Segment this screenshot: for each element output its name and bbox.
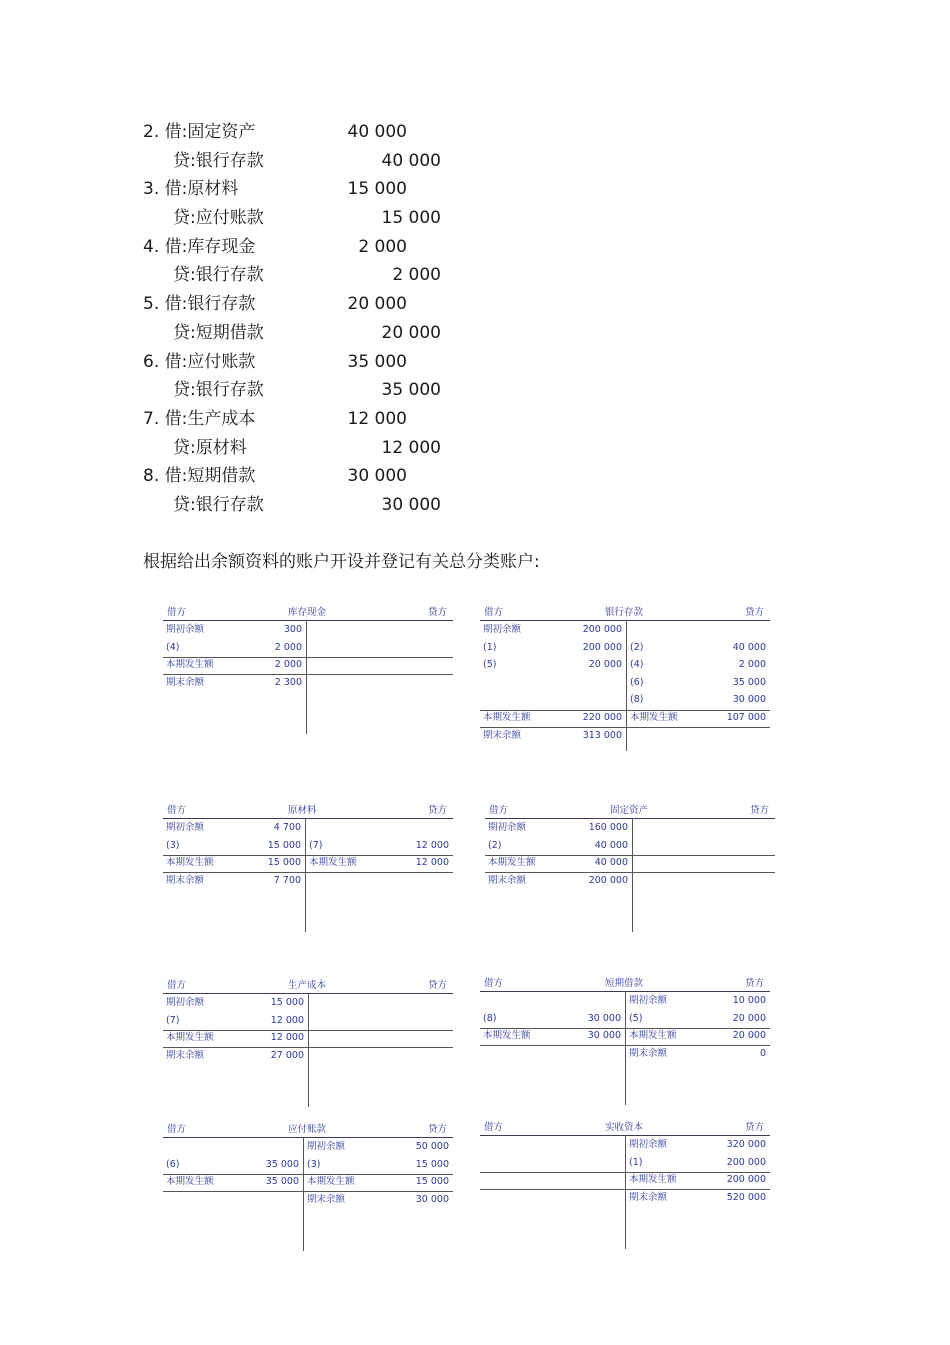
- total-rule: [163, 872, 453, 873]
- debit-entry-amount: 27 000: [270, 1049, 304, 1061]
- entry-amount: 35 000: [347, 351, 407, 372]
- debit-entry-amount: 160 000: [588, 822, 628, 833]
- entry-amount: 2 000: [358, 236, 407, 257]
- entry-amount: 35 000: [381, 380, 441, 401]
- entry-account: 贷:银行存款: [173, 380, 264, 401]
- entry-amount: 40 000: [347, 122, 407, 142]
- entry-account: 5. 借:银行存款: [143, 294, 256, 315]
- debit-entry-amount: 15 000: [270, 997, 304, 1008]
- credit-entry-label: 期末余额: [629, 1047, 668, 1059]
- entry-amount: 20 000: [347, 294, 407, 315]
- entry-amount: 20 000: [381, 322, 441, 343]
- credit-entry-label: 期初余额: [307, 1141, 346, 1152]
- debit-entry-label: (1): [483, 641, 497, 653]
- credit-entry-amount: 20 000: [732, 1012, 766, 1024]
- credit-entry-amount: 107 000: [726, 712, 766, 723]
- entry-account: 2. 借:固定资产: [143, 122, 256, 142]
- entry-account: 3. 借:原材料: [143, 179, 239, 200]
- debit-entry-label: 本期发生额: [166, 1032, 214, 1044]
- credit-entry-amount: 0: [759, 1047, 766, 1059]
- t-account: [480, 1119, 770, 1279]
- t-account: [163, 1121, 453, 1281]
- t-account: [163, 802, 453, 962]
- debit-entry-label: 期初余额: [166, 822, 205, 833]
- account-title: 固定资产: [610, 805, 649, 816]
- t-account: [485, 802, 775, 962]
- debit-entry-label: 本期发生额: [166, 1176, 214, 1188]
- debit-entry-label: 本期发生额: [166, 857, 214, 869]
- credit-entry-label: (2): [630, 641, 644, 653]
- credit-entry-label: (3): [307, 1158, 321, 1170]
- debit-entry-label: (2): [488, 839, 502, 851]
- entry-amount: 15 000: [381, 208, 441, 229]
- debit-entry-amount: 300: [283, 624, 302, 635]
- debit-entry-label: 期末余额: [166, 1049, 205, 1061]
- debit-entry-label: (4): [166, 641, 180, 653]
- entry-account: 贷:应付账款: [173, 208, 264, 229]
- account-title: 库存现金: [288, 607, 327, 618]
- debit-entry-label: 本期发生额: [483, 1030, 531, 1042]
- debit-entry-amount: 30 000: [587, 1012, 621, 1024]
- total-rule: [163, 1047, 453, 1048]
- credit-entry-label: 期初余额: [629, 1139, 668, 1150]
- entry-amount: 40 000: [381, 150, 441, 171]
- debit-entry-label: 本期发生额: [166, 659, 214, 671]
- entry-amount: 30 000: [347, 466, 407, 487]
- debit-header: 借方: [484, 1122, 504, 1133]
- debit-entry-label: 期末余额: [483, 729, 522, 741]
- debit-entry-amount: 15 000: [267, 839, 301, 851]
- total-rule: [163, 1191, 453, 1192]
- debit-header: 借方: [489, 805, 509, 816]
- header-rule: [480, 620, 770, 621]
- credit-entry-label: 本期发生额: [630, 712, 678, 723]
- credit-header: 贷方: [427, 1124, 447, 1135]
- credit-entry-label: 本期发生额: [307, 1176, 355, 1188]
- account-title: 实收资本: [605, 1122, 644, 1133]
- total-rule: [163, 1174, 453, 1175]
- credit-entry-amount: 15 000: [415, 1158, 449, 1170]
- debit-header: 借方: [167, 980, 187, 991]
- t-divider: [306, 620, 307, 734]
- debit-entry-amount: 200 000: [582, 624, 622, 635]
- entry-amount: 2 000: [392, 265, 441, 286]
- credit-entry-label: (6): [630, 676, 644, 688]
- credit-header: 贷方: [744, 607, 764, 618]
- header-rule: [163, 818, 453, 819]
- debit-header: 借方: [484, 978, 504, 989]
- total-rule: [480, 1045, 770, 1046]
- credit-entry-amount: 15 000: [415, 1176, 449, 1188]
- entry-account: 6. 借:应付账款: [143, 351, 256, 372]
- debit-header: 借方: [167, 805, 187, 816]
- debit-header: 借方: [484, 607, 504, 618]
- debit-entry-amount: 35 000: [265, 1158, 299, 1170]
- entry-account: 贷:原材料: [173, 437, 247, 458]
- entry-account: 贷:短期借款: [173, 322, 264, 343]
- credit-entry-amount: 35 000: [732, 676, 766, 688]
- credit-entry-label: 期末余额: [307, 1193, 346, 1205]
- credit-header: 贷方: [427, 805, 447, 816]
- debit-entry-amount: 20 000: [588, 659, 622, 671]
- credit-entry-label: 期末余额: [629, 1191, 668, 1203]
- debit-entry-amount: 40 000: [594, 857, 628, 869]
- credit-entry-label: (4): [630, 659, 644, 671]
- entry-amount: 12 000: [347, 408, 407, 429]
- credit-entry-amount: 520 000: [726, 1191, 766, 1203]
- debit-entry-amount: 200 000: [582, 641, 622, 653]
- account-title: 原材料: [288, 805, 317, 816]
- debit-entry-amount: 15 000: [267, 857, 301, 869]
- credit-entry-amount: 200 000: [726, 1156, 766, 1168]
- entry-account: 8. 借:短期借款: [143, 466, 256, 487]
- debit-entry-label: 本期发生额: [483, 712, 531, 723]
- total-rule: [163, 855, 453, 856]
- total-rule: [480, 710, 770, 711]
- debit-entry-amount: 35 000: [265, 1176, 299, 1188]
- intro-text: 根据给出余额资料的账户开设并登记有关总分类账户:: [143, 552, 540, 572]
- credit-entry-amount: 30 000: [415, 1193, 449, 1205]
- t-account: [480, 975, 770, 1135]
- header-rule: [163, 620, 453, 621]
- credit-header: 贷方: [427, 607, 447, 618]
- debit-entry-label: 期初余额: [166, 997, 205, 1008]
- credit-entry-amount: 200 000: [726, 1174, 766, 1186]
- t-divider: [303, 1137, 304, 1251]
- total-rule: [163, 1030, 453, 1031]
- debit-entry-amount: 2 300: [274, 676, 302, 688]
- debit-entry-label: 期末余额: [488, 874, 527, 886]
- debit-entry-label: (5): [483, 659, 497, 671]
- credit-entry-amount: 30 000: [732, 694, 766, 706]
- t-divider: [632, 818, 633, 932]
- entry-account: 7. 借:生产成本: [143, 408, 256, 429]
- debit-entry-amount: 7 700: [273, 874, 301, 886]
- credit-entry-amount: 320 000: [726, 1139, 766, 1150]
- debit-entry-amount: 40 000: [594, 839, 628, 851]
- credit-entry-label: 本期发生额: [629, 1174, 677, 1186]
- t-divider: [625, 991, 626, 1105]
- debit-entry-label: (8): [483, 1012, 497, 1024]
- entry-amount: 30 000: [381, 494, 441, 515]
- t-divider: [626, 620, 627, 751]
- debit-entry-label: 期初余额: [488, 822, 527, 833]
- debit-entry-label: (6): [166, 1158, 180, 1170]
- total-rule: [480, 1028, 770, 1029]
- debit-entry-amount: 30 000: [587, 1030, 621, 1042]
- credit-header: 贷方: [744, 978, 764, 989]
- debit-header: 借方: [167, 1124, 187, 1135]
- credit-entry-label: (8): [630, 694, 644, 706]
- account-title: 短期借款: [605, 978, 644, 989]
- debit-entry-amount: 4 700: [273, 822, 301, 833]
- total-rule: [480, 727, 770, 728]
- entry-account: 贷:银行存款: [173, 494, 264, 515]
- credit-entry-label: 本期发生额: [629, 1030, 677, 1042]
- debit-entry-label: 本期发生额: [488, 857, 536, 869]
- credit-entry-amount: 10 000: [732, 995, 766, 1006]
- debit-entry-amount: 2 000: [274, 641, 302, 653]
- total-rule: [163, 674, 453, 675]
- credit-entry-label: 本期发生额: [309, 857, 357, 869]
- credit-entry-label: (5): [629, 1012, 643, 1024]
- entry-amount: 12 000: [381, 437, 441, 458]
- credit-header: 贷方: [749, 805, 769, 816]
- credit-entry-label: (7): [309, 839, 323, 851]
- credit-entry-amount: 20 000: [732, 1030, 766, 1042]
- debit-entry-label: 期末余额: [166, 874, 205, 886]
- header-rule: [485, 818, 775, 819]
- debit-entry-amount: 12 000: [270, 1014, 304, 1026]
- t-divider: [308, 993, 309, 1107]
- debit-entry-amount: 200 000: [588, 874, 628, 886]
- credit-entry-amount: 12 000: [415, 857, 449, 869]
- entry-amount: 15 000: [347, 179, 407, 200]
- t-account: [480, 604, 770, 764]
- entry-account: 贷:银行存款: [173, 150, 264, 171]
- total-rule: [480, 1172, 770, 1173]
- debit-entry-label: (3): [166, 839, 180, 851]
- total-rule: [485, 855, 775, 856]
- total-rule: [480, 1189, 770, 1190]
- account-title: 生产成本: [288, 980, 327, 991]
- t-account: [163, 604, 453, 764]
- debit-entry-amount: 220 000: [582, 712, 622, 723]
- debit-header: 借方: [167, 607, 187, 618]
- debit-entry-label: 期初余额: [166, 624, 205, 635]
- debit-entry-label: (7): [166, 1014, 180, 1026]
- entry-account: 贷:银行存款: [173, 265, 264, 286]
- credit-header: 贷方: [427, 980, 447, 991]
- account-title: 应付账款: [288, 1124, 327, 1135]
- debit-entry-label: 期初余额: [483, 624, 522, 635]
- account-title: 银行存款: [605, 607, 644, 618]
- credit-entry-amount: 2 000: [738, 659, 766, 671]
- total-rule: [163, 657, 453, 658]
- t-divider: [625, 1135, 626, 1249]
- t-account: [163, 977, 453, 1137]
- debit-entry-label: 期末余额: [166, 676, 205, 688]
- credit-entry-label: 期初余额: [629, 995, 668, 1006]
- debit-entry-amount: 12 000: [270, 1032, 304, 1044]
- credit-entry-amount: 12 000: [415, 839, 449, 851]
- credit-header: 贷方: [744, 1122, 764, 1133]
- total-rule: [485, 872, 775, 873]
- entry-account: 4. 借:库存现金: [143, 236, 256, 257]
- credit-entry-amount: 50 000: [415, 1141, 449, 1152]
- t-divider: [305, 818, 306, 932]
- debit-entry-amount: 2 000: [274, 659, 302, 671]
- credit-entry-amount: 40 000: [732, 641, 766, 653]
- header-rule: [163, 1137, 453, 1138]
- credit-entry-label: (1): [629, 1156, 643, 1168]
- debit-entry-amount: 313 000: [582, 729, 622, 741]
